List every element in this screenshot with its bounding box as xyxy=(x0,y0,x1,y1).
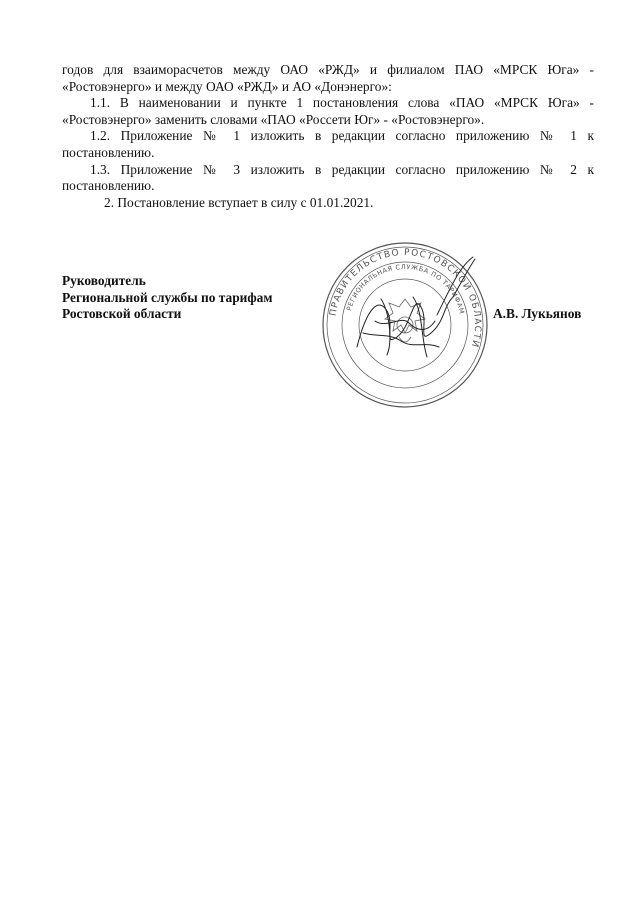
signatory-name: А.В. Лукьянов xyxy=(493,306,582,321)
document-body xyxy=(62,62,594,211)
position-line-1: Руководитель xyxy=(62,273,146,288)
paragraph-1-3: 1.3. Приложение № 3 изложить в редакции согласно приложению № 2 к постановлению. xyxy=(62,161,594,194)
paragraph-2: 2. Постановление вступает в силу с 01.01.2021. xyxy=(104,194,374,210)
paragraph-1-1: 1.1. В наименовании и пункте 1 постановления слова «ПАО «МРСК Юга» - «Ростовэнерго» заменить словами «ПАО «Россети Юг» - «Ростовэнерго». xyxy=(62,95,594,127)
paragraph-continuation: годов для взаиморасчетов между ОАО «РЖД» и филиалом ПАО «МРСК Юга» - «Ростовэнерго» и между ОАО «РЖД» и АО «Донэнерго»: xyxy=(62,62,594,94)
official-seal-with-signature xyxy=(317,237,493,413)
position-line-3: Ростовской области xyxy=(62,306,182,322)
paragraph-1-2: 1.2. Приложение № 1 изложить в редакции согласно приложению № 1 к постановлению. xyxy=(62,128,594,160)
seal-inner-text: РЕГИОНАЛЬНАЯ СЛУЖБА ПО ТАРИФАМ xyxy=(344,262,466,316)
signatory-position xyxy=(62,273,272,323)
position-line-2: Региональной службы по тарифам xyxy=(62,289,273,305)
seal-outer-text: ПРАВИТЕЛЬСТВО РОСТОВСКОЙ ОБЛАСТИ xyxy=(328,247,483,350)
